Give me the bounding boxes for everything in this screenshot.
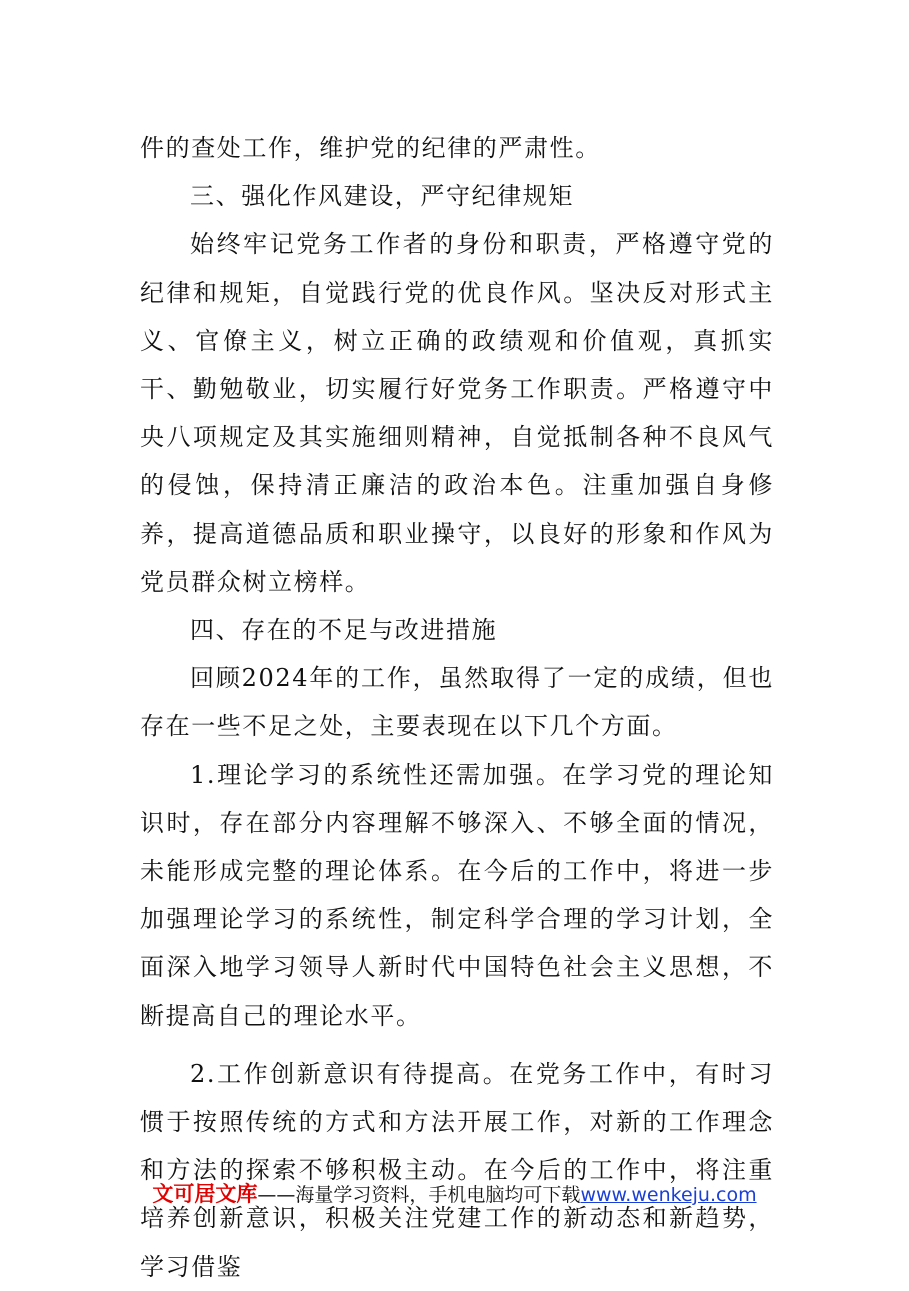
paragraph-5: 回顾2024年的工作，虽然取得了一定的成绩，但也存在一些不足之处，主要表现在以下几个方面。 — [140, 664, 774, 741]
brand-name: 文可居文库 — [152, 1182, 258, 1206]
section-heading-3: 三、强化作风建设，严守纪律规矩 — [190, 182, 574, 211]
paragraph-gap — [140, 1040, 774, 1050]
document-body — [140, 124, 774, 1291]
site-link[interactable]: www.wenkeju.com — [580, 1184, 757, 1206]
footer-tagline: ——海量学习资料，手机电脑均可下载 — [257, 1184, 581, 1206]
section-heading-4: 四、存在的不足与改进措施 — [190, 616, 498, 645]
paragraph-3: 始终牢记党务工作者的身份和职责，严格遵守党的纪律和规矩，自觉践行党的优良作风。坚决反对形式主义、官僚主义，树立正确的政绩观和价值观，真抓实干、勤勉敬业，切实履行好党务工作职责。严格遵守中央八项规定及其实施细则精神，自觉抵制各种不良风气的侵蚀，保持清正廉洁的政治本色。注重加强自身修养，提高道德品质和职业操守，以良好的形象和作风为党员群众树立榜样。 — [140, 230, 774, 596]
footer-banner — [0, 1178, 909, 1208]
list-item-2: 2.工作创新意识有待提高。在党务工作中，有时习惯于按照传统的方式和方法开展工作，对新的工作理念和方法的探索不够积极主动。在今后的工作中，将注重培养创新意识，积极关注党建工作的新动态和新趋势，学习借鉴 — [140, 1059, 774, 1281]
list-item-1: 1.理论学习的系统性还需加强。在学习党的理论知识时，存在部分内容理解不够深入、不够全面的情况，未能形成完整的理论体系。在今后的工作中，将进一步加强理论学习的系统性，制定科学合理的学习计划，全面深入地学习领导人新时代中国特色社会主义思想，不断提高自己的理论水平。 — [140, 760, 774, 1030]
paragraph-1: 件的查处工作，维护党的纪律的严肃性。 — [140, 134, 601, 162]
